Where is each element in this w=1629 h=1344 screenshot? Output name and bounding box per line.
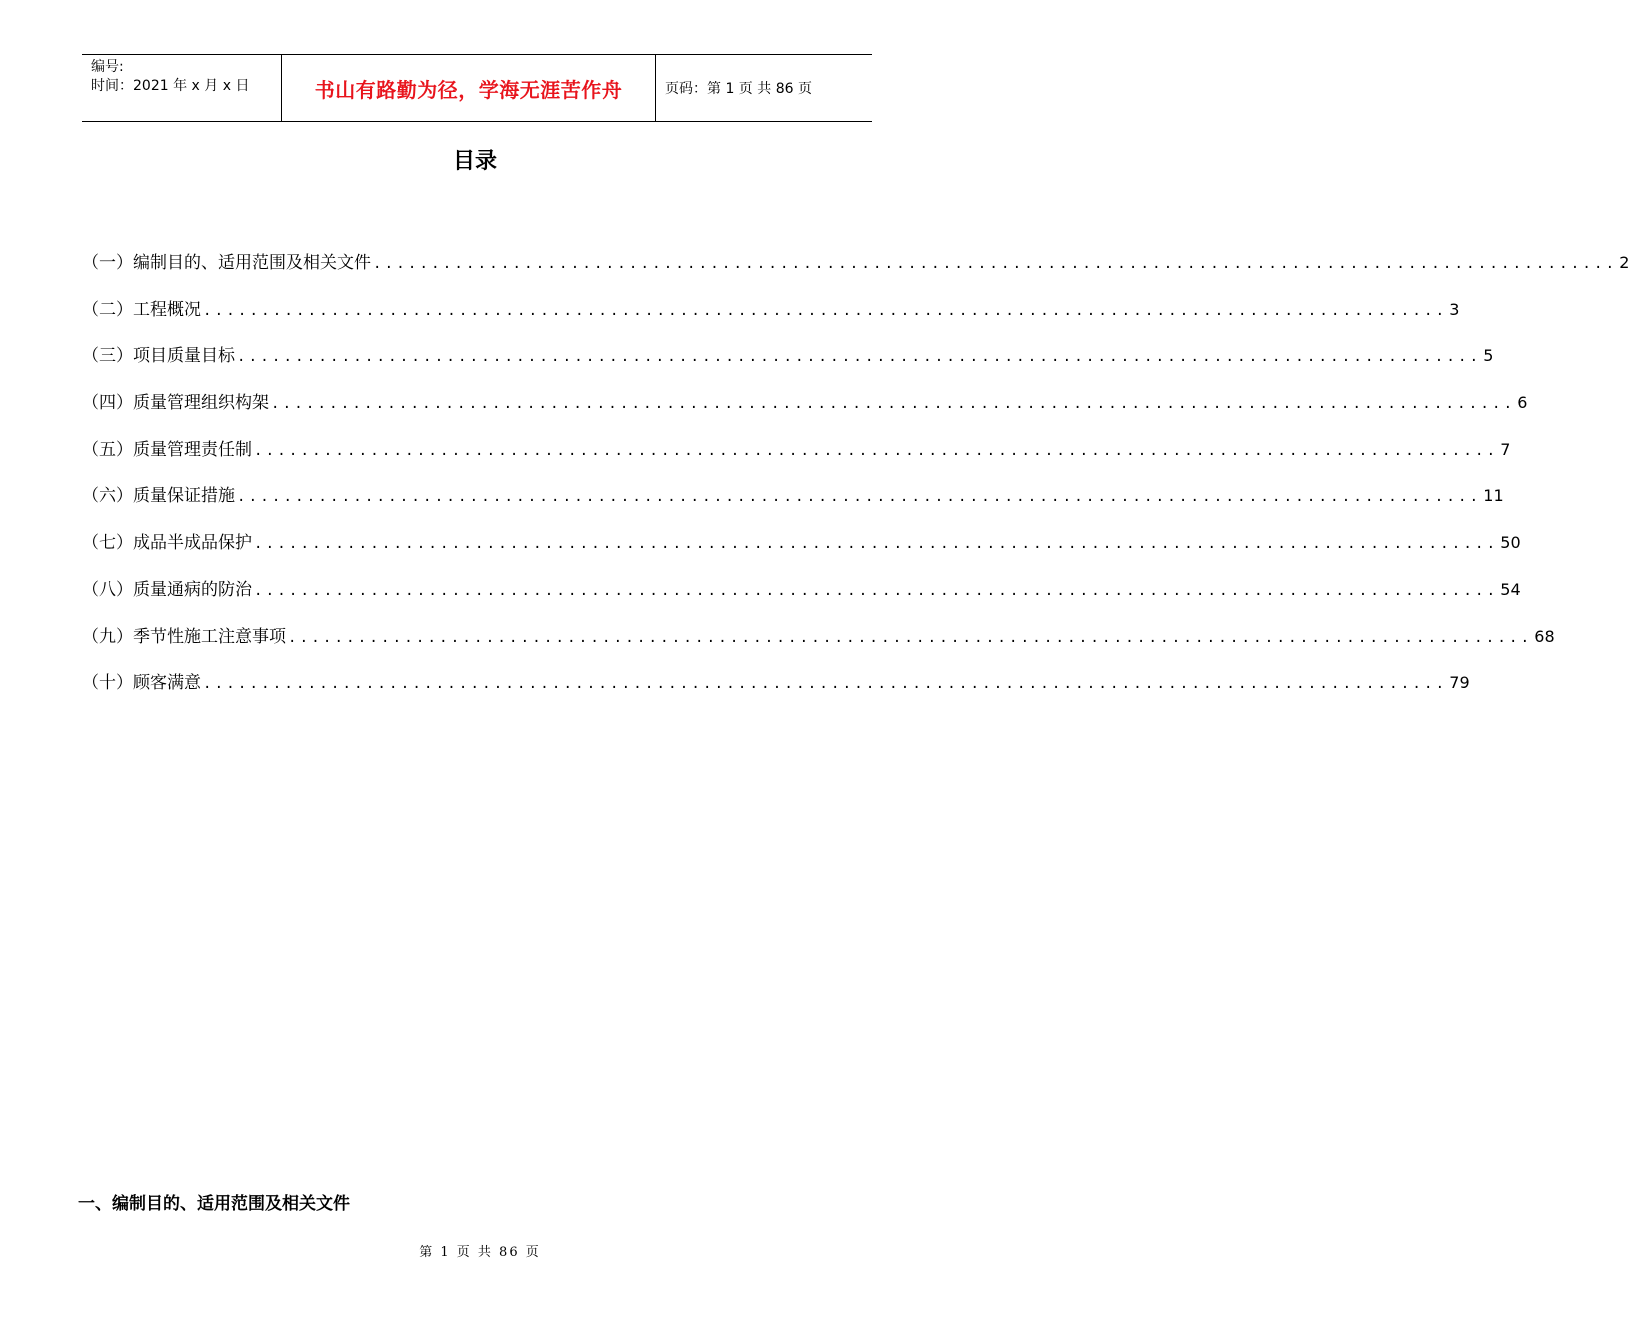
toc-item[interactable] bbox=[82, 528, 1521, 575]
toc-leader-dots: ........................................................................................................... bbox=[254, 536, 1499, 553]
toc-item-label: （六）质量保证措施 bbox=[82, 486, 235, 507]
header-page-info: 页码：第 1 页 共 86 页 bbox=[665, 81, 812, 97]
toc-leader-dots: ........................................................................................................... bbox=[254, 582, 1499, 599]
toc-item[interactable] bbox=[82, 622, 1555, 669]
toc-item-page: 6 bbox=[1517, 393, 1528, 413]
serial-number-label: 编号: bbox=[91, 59, 124, 75]
toc-item-label: （七）成品半成品保护 bbox=[82, 533, 252, 554]
toc-item-label: （四）质量管理组织构架 bbox=[82, 393, 269, 414]
toc-item[interactable] bbox=[82, 295, 1460, 342]
time-label: 时间：2021 年 x 月 x 日 bbox=[91, 78, 250, 94]
section-heading: 一、编制目的、适用范围及相关文件 bbox=[78, 1194, 350, 1214]
toc-item[interactable] bbox=[82, 575, 1521, 622]
toc-item-label: （十）顾客满意 bbox=[82, 673, 201, 694]
toc-leader-dots: ........................................................................................................... bbox=[237, 489, 1482, 506]
toc-leader-dots: ........................................................................................................... bbox=[203, 676, 1448, 693]
toc-item-page: 68 bbox=[1534, 626, 1555, 646]
toc-item-page: 3 bbox=[1449, 299, 1460, 319]
toc-item-label: （一）编制目的、适用范围及相关文件 bbox=[82, 253, 371, 273]
page-footer: 第 1 页 共 86 页 bbox=[419, 1245, 541, 1260]
toc-item[interactable] bbox=[82, 341, 1494, 388]
toc-item-page: 11 bbox=[1483, 486, 1504, 506]
toc-item-label: （三）项目质量目标 bbox=[82, 346, 235, 367]
page-header bbox=[82, 54, 872, 122]
toc-leader-dots: ........................................................................................................... bbox=[373, 256, 1618, 272]
toc-item-page: 50 bbox=[1500, 533, 1521, 553]
header-meta bbox=[82, 55, 282, 121]
toc-item-page: 5 bbox=[1483, 346, 1494, 366]
toc-item-label: （八）质量通病的防治 bbox=[82, 579, 252, 600]
toc-item[interactable] bbox=[82, 388, 1528, 435]
toc-item-page: 79 bbox=[1449, 673, 1470, 693]
toc-item-label: （五）质量管理责任制 bbox=[82, 439, 252, 460]
toc-item-label: （二）工程概况 bbox=[82, 299, 201, 320]
toc-item-label: （九）季节性施工注意事项 bbox=[82, 626, 286, 647]
header-motto: 书山有路勤为径，学海无涯苦作舟 bbox=[282, 55, 656, 121]
toc-leader-dots: ........................................................................................................... bbox=[271, 396, 1516, 413]
toc-leader-dots: ........................................................................................................... bbox=[288, 629, 1533, 646]
toc-leader-dots: ........................................................................................................... bbox=[237, 349, 1482, 366]
toc-item-page: 2 bbox=[1619, 253, 1629, 272]
toc-item[interactable] bbox=[82, 248, 1629, 295]
toc-item-page: 7 bbox=[1500, 439, 1511, 459]
page-title: 目录 bbox=[452, 148, 497, 174]
toc-leader-dots: ........................................................................................................... bbox=[254, 442, 1499, 459]
toc-item[interactable] bbox=[82, 435, 1511, 482]
toc-item[interactable] bbox=[82, 668, 1470, 715]
toc-item-page: 54 bbox=[1500, 579, 1521, 599]
toc-item[interactable] bbox=[82, 481, 1504, 528]
table-of-contents bbox=[82, 248, 1629, 715]
toc-leader-dots: ........................................................................................................... bbox=[203, 302, 1448, 319]
